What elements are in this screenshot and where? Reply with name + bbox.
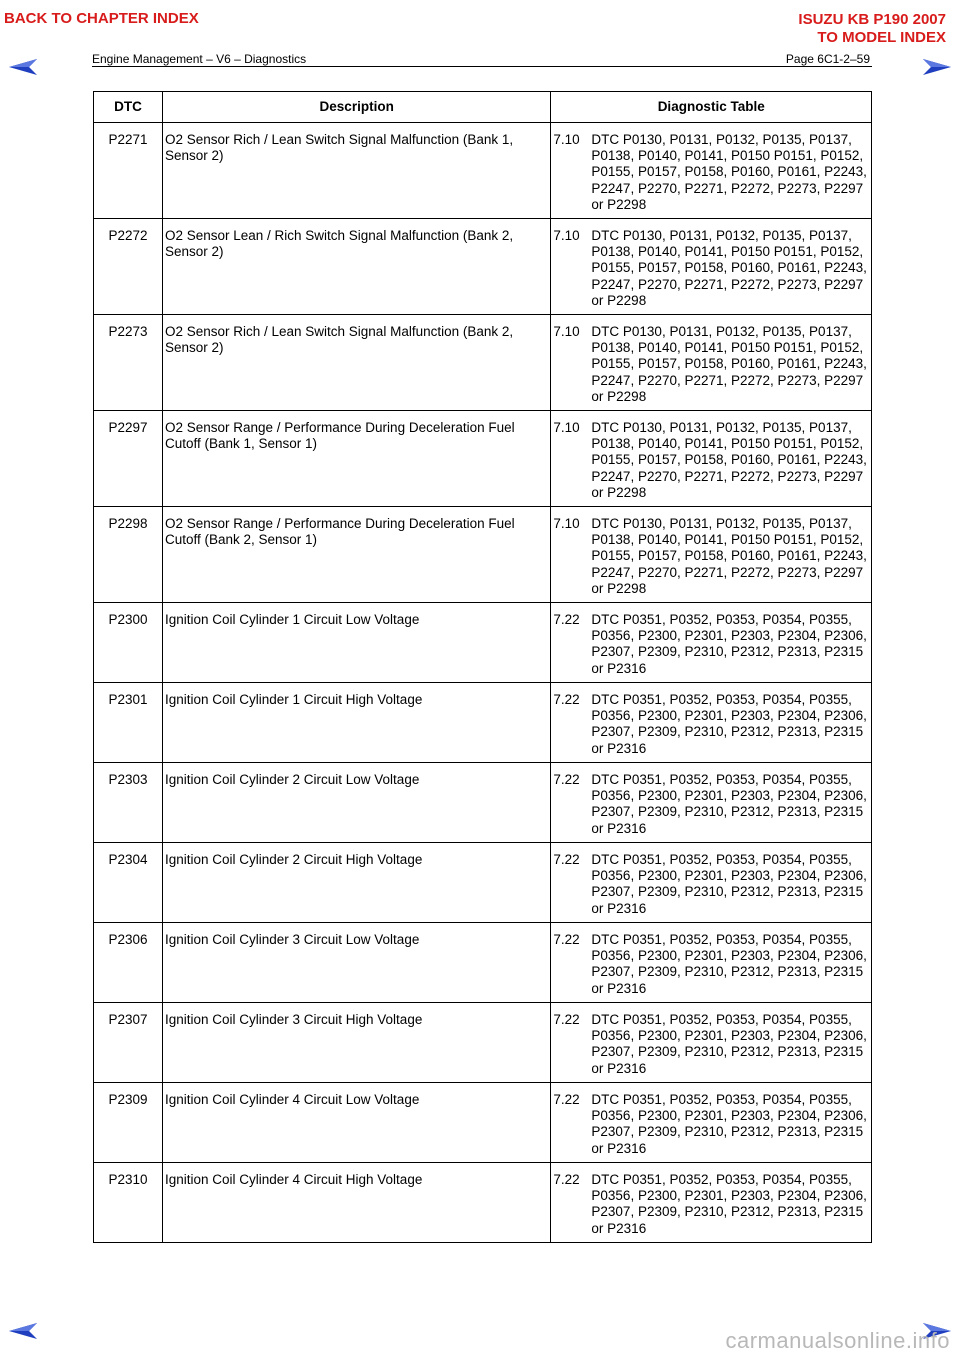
dtc-code: P2273 (94, 315, 163, 411)
diagnostic-table-dtc-list: DTC P0351, P0352, P0353, P0354, P0355, P0356, P2300, P2301, P2303, P2304, P2306, P2307, P2309, P2310, P2312, P2313, P2315 or P2316 (591, 1092, 867, 1156)
dtc-code: P2304 (94, 843, 163, 923)
dtc-code: P2300 (94, 603, 163, 683)
dtc-code: P2310 (94, 1163, 163, 1243)
diagnostic-table-number: 7.22 (553, 852, 580, 867)
dtc-code: P2306 (94, 923, 163, 1003)
header-divider (92, 66, 872, 67)
diagnostic-table-cell (551, 507, 872, 603)
diagnostic-table-dtc-list: DTC P0351, P0352, P0353, P0354, P0355, P0356, P2300, P2301, P2303, P2304, P2306, P2307, P2309, P2310, P2312, P2313, P2315 or P2316 (591, 1172, 867, 1236)
diagnostic-table-cell (551, 123, 872, 219)
diagnostic-table-cell (551, 603, 872, 683)
diagnostic-table-cell (551, 683, 872, 763)
diagnostic-table-dtc-list: DTC P0351, P0352, P0353, P0354, P0355, P0356, P2300, P2301, P2303, P2304, P2306, P2307, P2309, P2310, P2312, P2313, P2315 or P2316 (591, 1012, 867, 1076)
dtc-description: Ignition Coil Cylinder 2 Circuit Low Voltage (162, 763, 550, 843)
table-row (94, 507, 872, 603)
dtc-description: Ignition Coil Cylinder 2 Circuit High Voltage (162, 843, 550, 923)
table-row (94, 763, 872, 843)
to-model-index-link[interactable]: TO MODEL INDEX (817, 29, 946, 46)
previous-page-arrow-icon[interactable] (8, 1322, 38, 1340)
diagnostic-table-number: 7.22 (553, 612, 580, 627)
table-header-row (94, 92, 872, 123)
diagnostic-table-cell (551, 315, 872, 411)
dtc-description: O2 Sensor Rich / Lean Switch Signal Malfunction (Bank 1, Sensor 2) (162, 123, 550, 219)
diagnostic-table-dtc-list: DTC P0351, P0352, P0353, P0354, P0355, P0356, P2300, P2301, P2303, P2304, P2306, P2307, P2309, P2310, P2312, P2313, P2315 or P2316 (591, 612, 867, 676)
dtc-code: P2298 (94, 507, 163, 603)
dtc-description: Ignition Coil Cylinder 4 Circuit Low Voltage (162, 1083, 550, 1163)
diagnostic-table-number: 7.22 (553, 692, 580, 707)
column-header-dtc: DTC (94, 92, 163, 123)
diagnostic-table-number: 7.22 (553, 1172, 580, 1187)
diagnostic-table-number: 7.22 (553, 772, 580, 787)
diagnostic-table-dtc-list: DTC P0351, P0352, P0353, P0354, P0355, P0356, P2300, P2301, P2303, P2304, P2306, P2307, P2309, P2310, P2312, P2313, P2315 or P2316 (591, 852, 867, 916)
dtc-description: O2 Sensor Rich / Lean Switch Signal Malfunction (Bank 2, Sensor 2) (162, 315, 550, 411)
dtc-code: P2303 (94, 763, 163, 843)
dtc-description: Ignition Coil Cylinder 1 Circuit Low Voltage (162, 603, 550, 683)
diagnostic-table-dtc-list: DTC P0130, P0131, P0132, P0135, P0137, P0138, P0140, P0141, P0150 P0151, P0152, P0155, P0157, P0158, P0160, P0161, P2243, P2247, P2270, P2271, P2272, P2273, P2297 or P2298 (591, 132, 867, 212)
diagnostic-table-number: 7.22 (553, 1012, 580, 1027)
dtc-code: P2297 (94, 411, 163, 507)
dtc-code: P2301 (94, 683, 163, 763)
previous-page-arrow-icon[interactable] (8, 58, 38, 76)
diagnostic-table-dtc-list: DTC P0351, P0352, P0353, P0354, P0355, P0356, P2300, P2301, P2303, P2304, P2306, P2307, P2309, P2310, P2312, P2313, P2315 or P2316 (591, 772, 867, 836)
dtc-description: Ignition Coil Cylinder 3 Circuit Low Voltage (162, 923, 550, 1003)
dtc-description: Ignition Coil Cylinder 3 Circuit High Voltage (162, 1003, 550, 1083)
diagnostic-table-cell (551, 411, 872, 507)
next-page-arrow-icon[interactable] (922, 58, 952, 76)
dtc-description: O2 Sensor Range / Performance During Deceleration Fuel Cutoff (Bank 2, Sensor 1) (162, 507, 550, 603)
diagnostic-table-number: 7.10 (553, 228, 580, 243)
table-row (94, 603, 872, 683)
dtc-code: P2307 (94, 1003, 163, 1083)
diagnostic-table-dtc-list: DTC P0130, P0131, P0132, P0135, P0137, P0138, P0140, P0141, P0150 P0151, P0152, P0155, P0157, P0158, P0160, P0161, P2243, P2247, P2270, P2271, P2272, P2273, P2297 or P2298 (591, 324, 867, 404)
dtc-description: O2 Sensor Lean / Rich Switch Signal Malfunction (Bank 2, Sensor 2) (162, 219, 550, 315)
diagnostic-table-cell (551, 1003, 872, 1083)
diagnostic-table-cell (551, 923, 872, 1003)
dtc-table (93, 91, 872, 1243)
section-title: Engine Management – V6 – Diagnostics (92, 52, 307, 66)
table-row (94, 411, 872, 507)
table-row (94, 1083, 872, 1163)
diagnostic-table-cell (551, 763, 872, 843)
dtc-code: P2271 (94, 123, 163, 219)
table-row (94, 1003, 872, 1083)
diagnostic-table-dtc-list: DTC P0351, P0352, P0353, P0354, P0355, P0356, P2300, P2301, P2303, P2304, P2306, P2307, P2309, P2310, P2312, P2313, P2315 or P2316 (591, 692, 867, 756)
diagnostic-table-number: 7.10 (553, 324, 580, 339)
dtc-code: P2272 (94, 219, 163, 315)
diagnostic-table-dtc-list: DTC P0130, P0131, P0132, P0135, P0137, P0138, P0140, P0141, P0150 P0151, P0152, P0155, P0157, P0158, P0160, P0161, P2243, P2247, P2270, P2271, P2272, P2273, P2297 or P2298 (591, 228, 867, 308)
dtc-description: Ignition Coil Cylinder 1 Circuit High Voltage (162, 683, 550, 763)
page-number: Page 6C1-2–59 (785, 52, 870, 66)
dtc-code: P2309 (94, 1083, 163, 1163)
diagnostic-table-dtc-list: DTC P0351, P0352, P0353, P0354, P0355, P0356, P2300, P2301, P2303, P2304, P2306, P2307, P2309, P2310, P2312, P2313, P2315 or P2316 (591, 932, 867, 996)
column-header-description: Description (162, 92, 550, 123)
diagnostic-table-number: 7.10 (553, 516, 580, 531)
table-row (94, 1163, 872, 1243)
watermark: carmanualsonline.info (725, 1328, 950, 1353)
table-row (94, 683, 872, 763)
model-title[interactable]: ISUZU KB P190 2007 (798, 11, 946, 28)
diagnostic-table-cell (551, 843, 872, 923)
diagnostic-table-number: 7.10 (553, 132, 580, 147)
diagnostic-table-number: 7.22 (553, 932, 580, 947)
diagnostic-table-number: 7.22 (553, 1092, 580, 1107)
diagnostic-table-cell (551, 1163, 872, 1243)
diagnostic-table-dtc-list: DTC P0130, P0131, P0132, P0135, P0137, P0138, P0140, P0141, P0150 P0151, P0152, P0155, P0157, P0158, P0160, P0161, P2243, P2247, P2270, P2271, P2272, P2273, P2297 or P2298 (591, 420, 867, 500)
dtc-description: Ignition Coil Cylinder 4 Circuit High Voltage (162, 1163, 550, 1243)
diagnostic-table-number: 7.10 (553, 420, 580, 435)
table-row (94, 315, 872, 411)
back-to-chapter-index-link[interactable]: BACK TO CHAPTER INDEX (4, 10, 199, 27)
table-row (94, 219, 872, 315)
table-row (94, 123, 872, 219)
diagnostic-table-dtc-list: DTC P0130, P0131, P0132, P0135, P0137, P0138, P0140, P0141, P0150 P0151, P0152, P0155, P0157, P0158, P0160, P0161, P2243, P2247, P2270, P2271, P2272, P2273, P2297 or P2298 (591, 516, 867, 596)
column-header-diagnostic-table: Diagnostic Table (551, 92, 872, 123)
diagnostic-table-cell (551, 1083, 872, 1163)
diagnostic-table-cell (551, 219, 872, 315)
dtc-description: O2 Sensor Range / Performance During Deceleration Fuel Cutoff (Bank 1, Sensor 1) (162, 411, 550, 507)
table-row (94, 843, 872, 923)
table-row (94, 923, 872, 1003)
